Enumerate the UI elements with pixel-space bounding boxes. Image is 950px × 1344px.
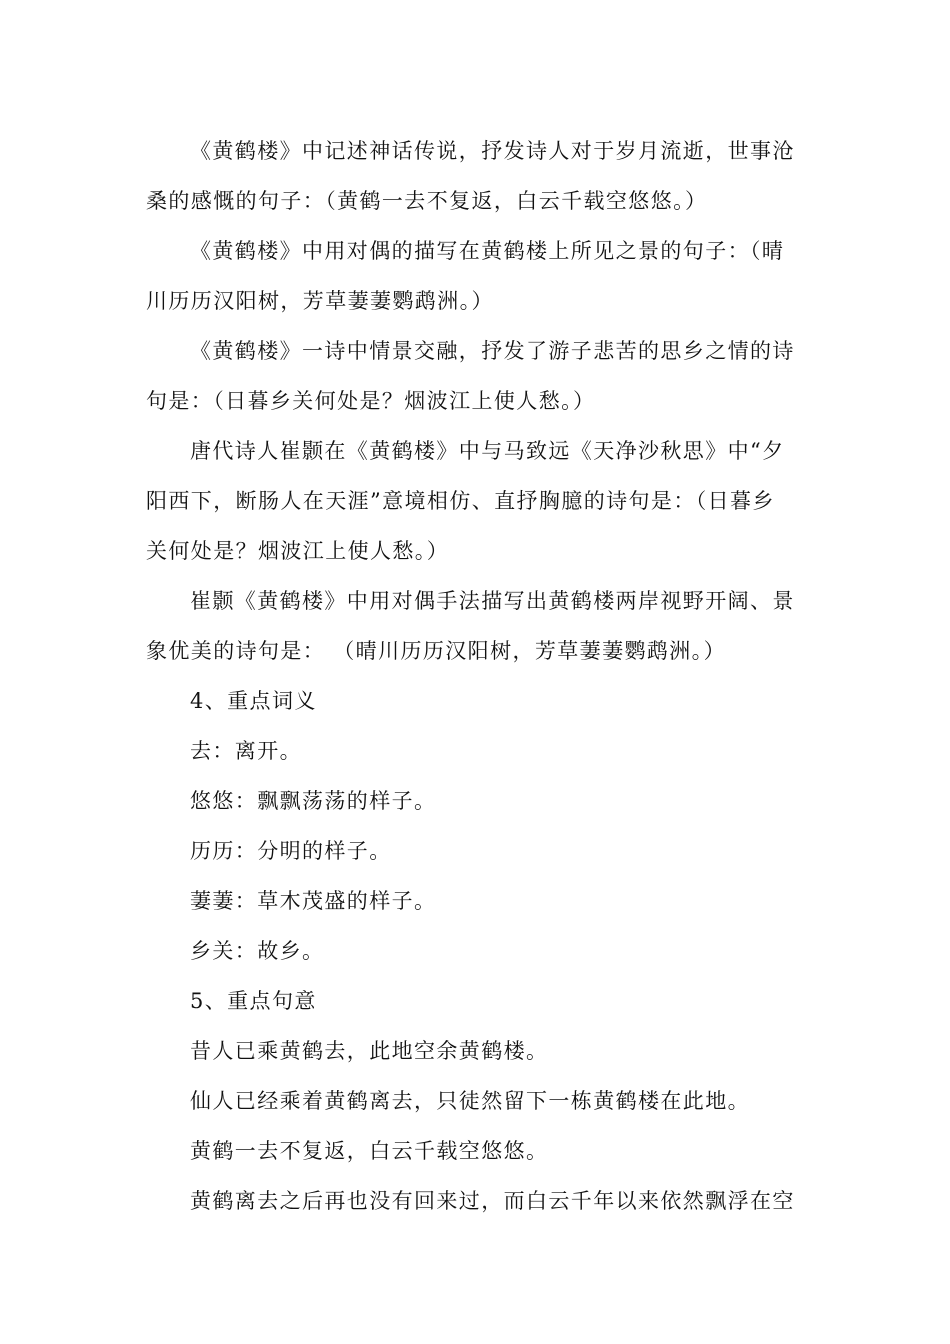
paragraph-1-line-2: 桑的感慨的句子：（黄鹤一去不复返，白云千载空悠悠。）	[146, 189, 708, 213]
paragraph-4-line-3: 关何处是？烟波江上使人愁。）	[146, 539, 450, 563]
poem-line-translation: 黄鹤离去之后再也没有回来过，而白云千年以来依然飘浮在空	[190, 1189, 795, 1213]
word-definition: 历历：分明的样子。	[190, 839, 392, 863]
paragraph-1-line-1: 《黄鹤楼》中记述神话传说，抒发诗人对于岁月流逝，世事沧	[190, 139, 795, 163]
poem-line: 黄鹤一去不复返，白云千载空悠悠。	[190, 1139, 549, 1163]
paragraph-3-line-1: 《黄鹤楼》一诗中情景交融，抒发了游子悲苦的思乡之情的诗	[190, 339, 795, 363]
paragraph-2-line-1: 《黄鹤楼》中用对偶的描写在黄鹤楼上所见之景的句子：（晴	[190, 239, 785, 263]
word-definition: 悠悠：飘飘荡荡的样子。	[190, 789, 437, 813]
paragraph-2-line-2: 川历历汉阳树，芳草萋萋鹦鹉洲。）	[146, 289, 494, 313]
section-heading-key-sentences: 5、重点句意	[190, 989, 317, 1013]
paragraph-3-line-2: 句是：（日暮乡关何处是？烟波江上使人愁。）	[146, 389, 596, 413]
poem-line: 昔人已乘黄鹤去，此地空余黄鹤楼。	[190, 1039, 549, 1063]
paragraph-4-line-2: 阳西下，断肠人在天涯”意境相仿、直抒胸臆的诗句是：（日暮乡	[146, 489, 775, 513]
poem-line-translation: 仙人已经乘着黄鹤离去，只徒然留下一栋黄鹤楼在此地。	[190, 1089, 750, 1113]
paragraph-5-line-1: 崔颢《黄鹤楼》中用对偶手法描写出黄鹤楼两岸视野开阔、景	[190, 589, 795, 613]
word-definition: 乡关：故乡。	[190, 939, 325, 963]
paragraph-5-line-2: 象优美的诗句是： （晴川历历汉阳树，芳草萋萋鹦鹉洲。）	[146, 639, 726, 663]
word-definition: 萋萋：草木茂盛的样子。	[190, 889, 437, 913]
section-heading-key-words: 4、重点词义	[190, 689, 317, 713]
word-definition: 去：离开。	[190, 739, 302, 763]
paragraph-4-line-1: 唐代诗人崔颢在《黄鹤楼》中与马致远《天净沙秋思》中“夕	[190, 439, 785, 463]
